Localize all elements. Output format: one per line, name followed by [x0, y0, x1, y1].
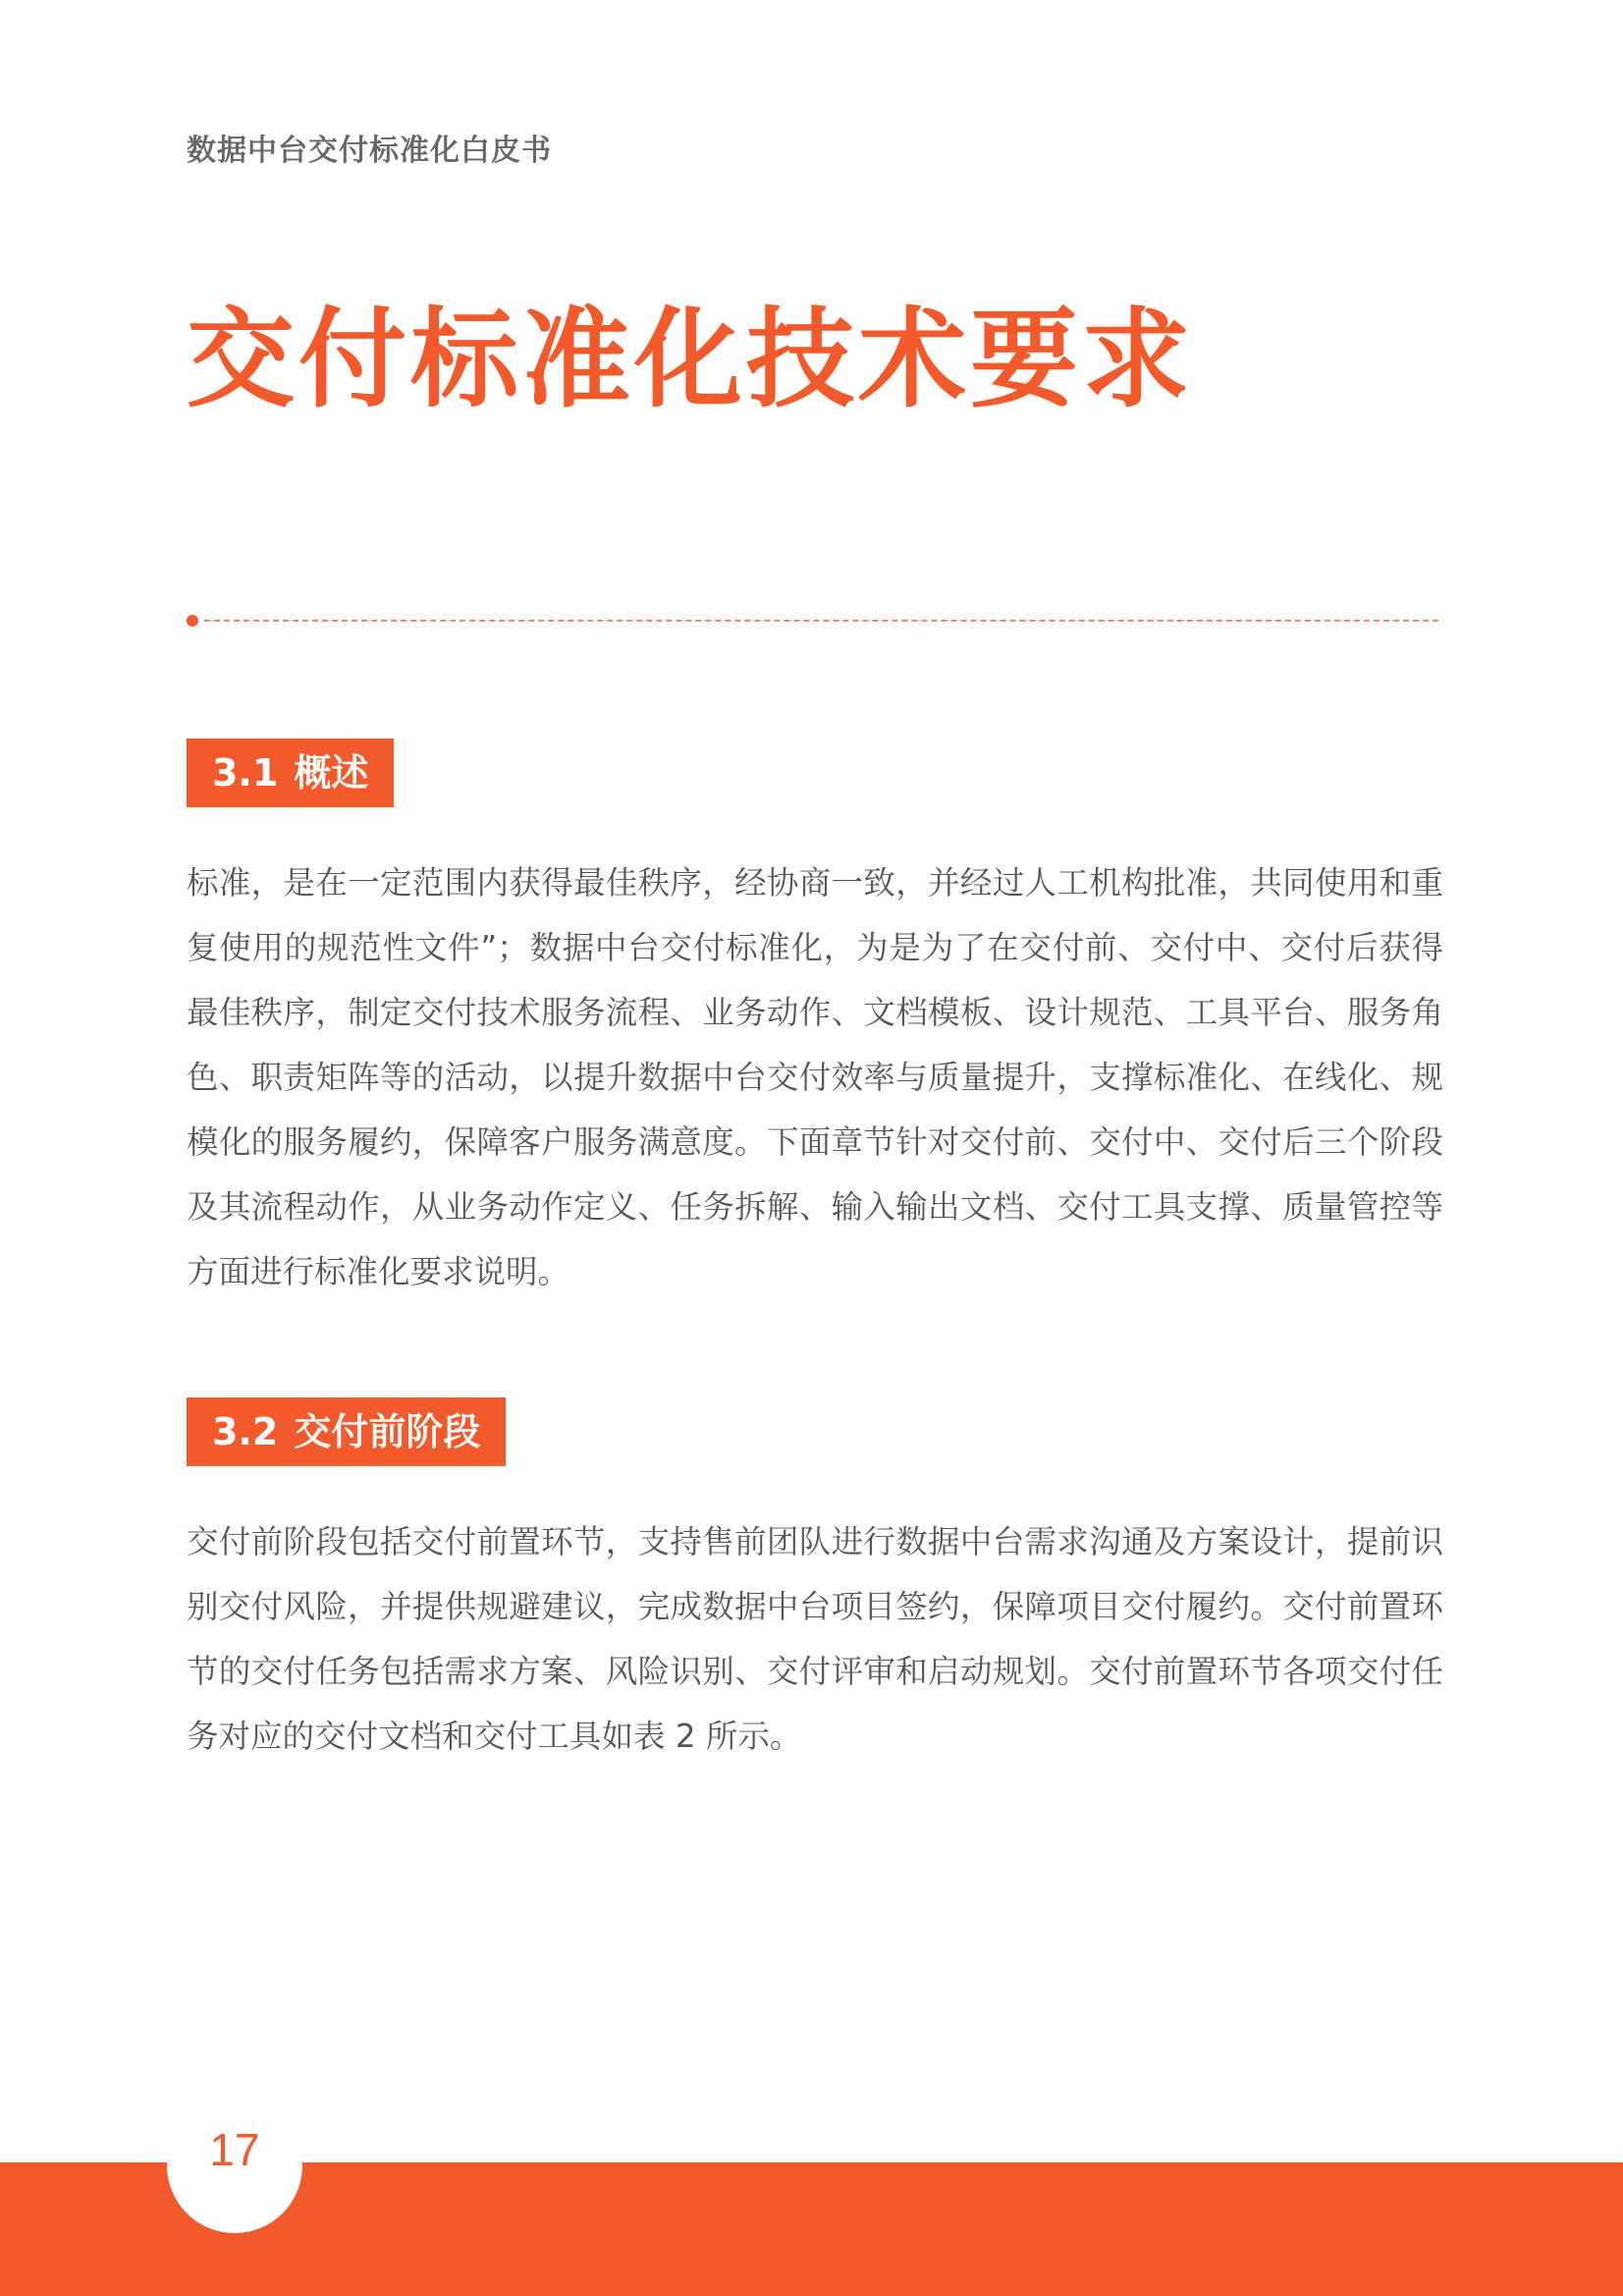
section-title: 概述 [294, 751, 369, 794]
page-number: 17 [209, 2124, 260, 2175]
section-number: 3.2 [212, 1410, 279, 1453]
section-heading-pre-delivery [187, 1397, 506, 1466]
section-title: 交付前阶段 [294, 1410, 481, 1453]
divider-dot [187, 615, 198, 627]
section-body-pre-delivery: 交付前阶段包括交付前置环节，支持售前团队进行数据中台需求沟通及方案设计，提前识别交付风险，并提供规避建议，完成数据中台项目签约，保障项目交付履约。交付前置环节的交付任务包括需求方案、风险识别、交付评审和启动规划。交付前置环节各项交付任务对应的交付文档和交付工具如表 2 所示。 [187, 1523, 1443, 1755]
section-body-overview: 标准，是在一定范围内获得最佳秩序，经协商一致，并经过人工机构批准，共同使用和重复使用的规范性文件”；数据中台交付标准化，为是为了在交付前、交付中、交付后获得最佳秩序，制定交付技术服务流程、业务动作、文档模板、设计规范、工具平台、服务角色、职责矩阵等的活动，以提升数据中台交付效率与质量提升，支撑标准化、在线化、规模化的服务履约，保障客户服务满意度。下面章节针对交付前、交付中、交付后三个阶段及其流程动作，从业务动作定义、任务拆解、输入输出文档、交付工具支撑、质量管控等方面进行标准化要求说明。 [187, 864, 1443, 1290]
section-number: 3.1 [212, 751, 279, 794]
section-heading-overview [187, 738, 394, 807]
section-divider [187, 615, 1438, 627]
divider-dashed-line [204, 620, 1438, 622]
page-number-badge [167, 2098, 302, 2233]
running-header: 数据中台交付标准化白皮书 [187, 134, 552, 168]
chapter-title: 交付标准化技术要求 [187, 297, 1194, 422]
